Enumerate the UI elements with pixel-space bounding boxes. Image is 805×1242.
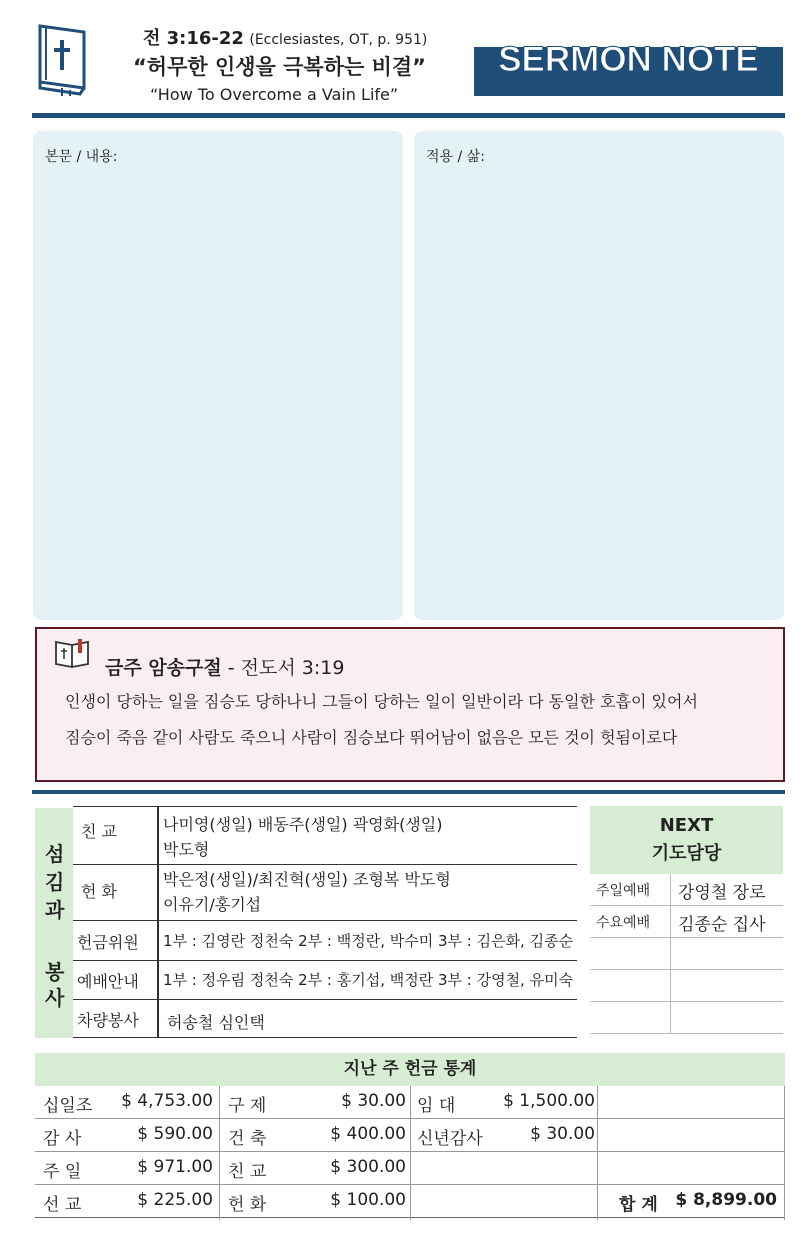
offering-column-divider	[784, 1086, 785, 1220]
prayer-divider	[670, 938, 671, 969]
next-prayer-row	[590, 970, 783, 1002]
prayer-divider	[670, 970, 671, 1001]
service-row-line: 나미영(생일) 배동주(생일) 곽영화(생일)	[163, 815, 443, 834]
service-row-transport	[73, 999, 577, 1038]
service-row-head: 친 교	[81, 822, 117, 841]
sermon-title-english: “How To Overcome a Vain Life”	[150, 85, 399, 104]
side-char: 과	[45, 898, 65, 922]
service-side-label	[35, 808, 73, 1038]
offering-amount: $ 1,500.00	[503, 1091, 595, 1111]
offering-label: 건 축	[228, 1129, 267, 1149]
content-notes-area[interactable]	[33, 131, 403, 620]
bible-icon	[32, 22, 92, 98]
next-prayer-row	[590, 874, 783, 906]
offering-total-label: 합 계	[619, 1195, 658, 1215]
prayer-leader: 강영철 장로	[678, 883, 766, 903]
offering-label: 십일조	[43, 1096, 93, 1116]
offering-label: 친 교	[228, 1162, 267, 1182]
prayer-leader: 김종순 집사	[678, 915, 766, 935]
service-row-line: 박은정(생일)/최진혁(생일) 조형복 박도형	[163, 870, 451, 889]
side-char: 봉	[45, 960, 65, 984]
service-row-head: 차량봉사	[77, 1011, 139, 1030]
memory-verse-line-2: 짐승이 죽음 같이 사람도 죽으니 사람이 짐승보다 뛰어남이 없음은 모든 것이 헛됨이로다	[65, 728, 678, 747]
offering-amount: $ 300.00	[330, 1157, 406, 1177]
offering-column-divider	[410, 1086, 411, 1220]
offering-amount: $ 400.00	[330, 1124, 406, 1144]
service-row-line: 1부 : 정우림 정천숙 2부 : 홍기섭, 백정란 3부 : 강영철, 유미숙	[163, 971, 574, 989]
service-row-head: 헌 화	[81, 882, 117, 901]
offering-column-divider	[219, 1086, 220, 1220]
prayer-service: 수요예배	[596, 915, 651, 931]
offering-amount: $ 30.00	[341, 1091, 406, 1111]
reference-main: 전 3:16-22	[143, 28, 244, 49]
content-notes-label: 본문 / 내용:	[45, 149, 118, 165]
scripture-reference	[143, 24, 427, 50]
service-row-flowers	[73, 864, 577, 920]
service-row-line: 이유기/홍기섭	[163, 895, 262, 914]
memory-verse-heading: 금주 암송구절	[105, 657, 222, 679]
section-divider	[32, 790, 785, 794]
application-notes-label: 적용 / 삶:	[426, 149, 485, 165]
next-prayer-row	[590, 1002, 783, 1034]
service-column-divider	[157, 806, 159, 1038]
offering-label: 임 대	[417, 1096, 456, 1116]
offering-amount: $ 4,753.00	[121, 1091, 213, 1111]
memory-verse-title	[105, 653, 344, 680]
offering-column-divider	[597, 1086, 598, 1220]
service-row-fellowship	[73, 806, 577, 864]
next-prayer-title-1: NEXT	[659, 815, 714, 836]
application-notes-area[interactable]	[414, 131, 784, 620]
offering-label: 구 제	[228, 1096, 267, 1116]
sermon-note-label: SERMON NOTE	[498, 40, 759, 79]
prayer-divider	[670, 1002, 671, 1033]
offering-label: 선 교	[43, 1195, 82, 1215]
next-prayer-row	[590, 906, 783, 938]
service-row-line: 허송철 심인택	[167, 1013, 265, 1032]
memory-verse-box	[35, 627, 785, 782]
offering-total-amount: $ 8,899.00	[675, 1190, 777, 1210]
offering-label: 주 일	[43, 1162, 82, 1182]
sermon-title-korean: “허무한 인생을 극복하는 비결”	[133, 55, 426, 79]
side-char: 섬	[45, 842, 65, 866]
next-prayer-table	[590, 874, 783, 1034]
side-char: 김	[45, 870, 65, 894]
next-prayer-title-2: 기도담당	[651, 843, 722, 864]
offering-label: 헌 화	[228, 1195, 267, 1215]
memory-verse-line-1: 인생이 당하는 일을 짐승도 당하나니 그들이 당하는 일이 일반이라 다 동일한 호흡이 있어서	[65, 692, 698, 711]
reference-sub: (Ecclesiastes, OT, p. 951)	[249, 32, 428, 48]
prayer-divider	[670, 906, 671, 937]
offering-label: 신년감사	[417, 1129, 483, 1149]
next-prayer-header	[590, 806, 783, 874]
prayer-divider	[670, 874, 671, 905]
memory-verse-reference: - 전도서 3:19	[221, 657, 345, 679]
offering-stats-title: 지난 주 헌금 통계	[35, 1053, 785, 1086]
service-row-head: 헌금위원	[77, 933, 139, 952]
prayer-service: 주일예배	[596, 883, 651, 899]
offering-amount: $ 225.00	[137, 1190, 213, 1210]
header-divider	[32, 113, 785, 118]
offering-amount: $ 590.00	[137, 1124, 213, 1144]
offering-amount: $ 30.00	[530, 1124, 595, 1144]
side-char: 사	[45, 986, 65, 1010]
service-row-line: 1부 : 김영란 정천숙 2부 : 백정란, 박수미 3부 : 김은화, 김종순	[163, 932, 574, 950]
header	[0, 0, 805, 112]
offering-label: 감 사	[43, 1129, 82, 1149]
open-bible-icon	[53, 637, 91, 669]
offering-amount: $ 100.00	[330, 1190, 406, 1210]
service-row-head: 예배안내	[77, 972, 139, 991]
offering-amount: $ 971.00	[137, 1157, 213, 1177]
service-row-offering-committee	[73, 920, 577, 960]
next-prayer-row	[590, 938, 783, 970]
service-row-ushers	[73, 960, 577, 999]
service-row-line: 박도형	[163, 840, 210, 859]
